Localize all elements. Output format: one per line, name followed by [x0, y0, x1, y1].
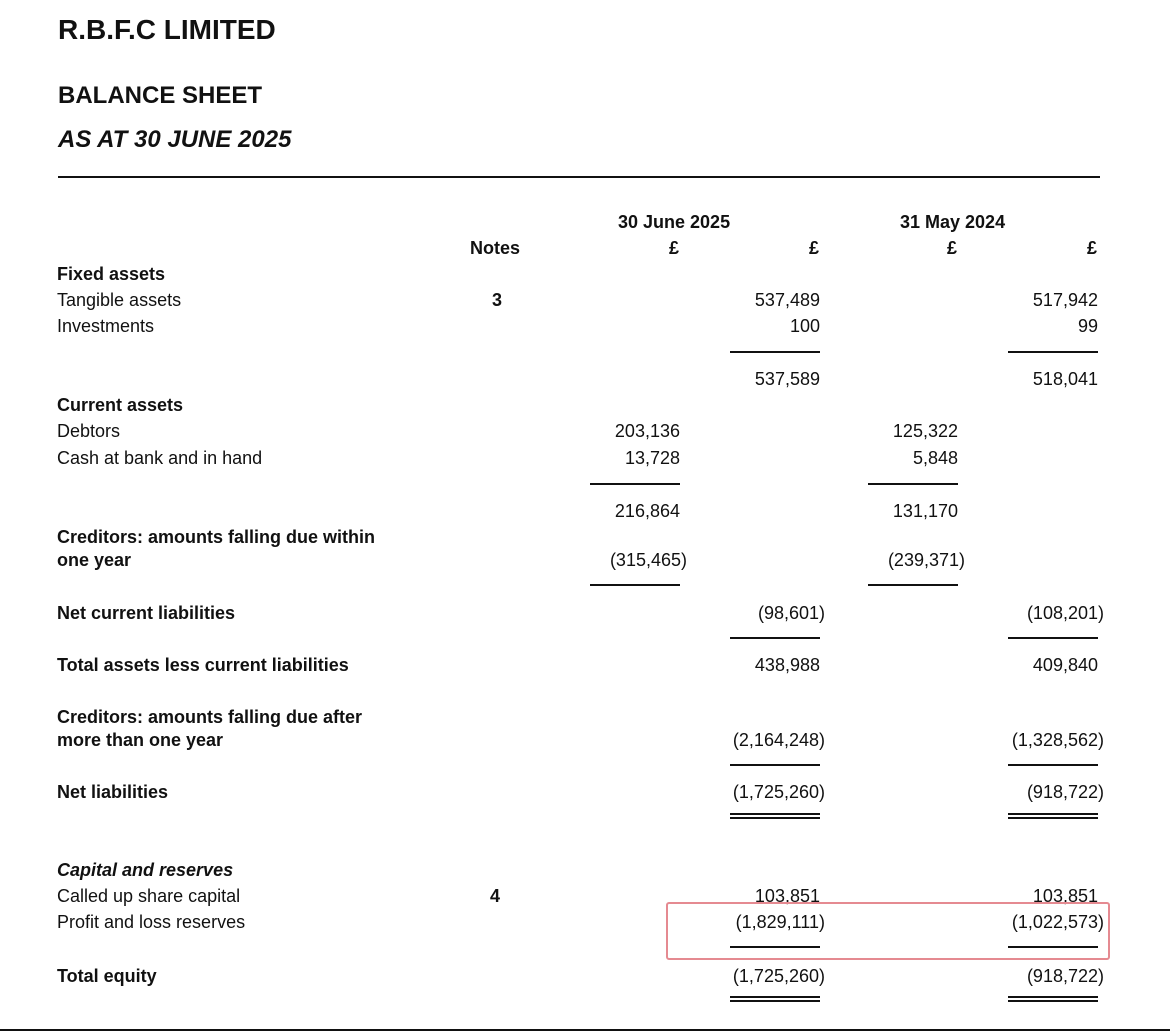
subtotal-rule	[730, 637, 820, 639]
currency-header: £	[1087, 238, 1098, 258]
header-divider	[58, 176, 1100, 178]
value-cell: (1,328,562)	[1011, 730, 1104, 750]
row-label: Creditors: amounts falling due after	[57, 707, 363, 727]
currency-header: £	[947, 238, 958, 258]
row-label: one year	[57, 550, 132, 570]
currency-header: £	[669, 238, 680, 258]
row-label: Called up share capital	[57, 886, 241, 906]
total-double-rule	[1008, 996, 1098, 1002]
value-cell: (918,722)	[1026, 782, 1104, 802]
row-label: Tangible assets	[57, 290, 182, 310]
value-cell: 131,170	[892, 501, 958, 521]
value-cell: 103,851	[1032, 886, 1098, 906]
highlight-box	[666, 902, 1110, 960]
value-cell: (918,722)	[1026, 966, 1104, 986]
subtotal-rule	[730, 764, 820, 766]
total-double-rule	[1008, 813, 1098, 819]
row-label: Net current liabilities	[57, 603, 236, 623]
period1-header: 30 June 2025	[618, 212, 731, 232]
row-label: more than one year	[57, 730, 224, 750]
value-cell: (2,164,248)	[732, 730, 825, 750]
period2-header: 31 May 2024	[900, 212, 1006, 232]
currency-header: £	[809, 238, 820, 258]
value-cell: (1,725,260)	[732, 782, 825, 802]
row-label: Debtors	[57, 421, 121, 441]
value-cell: (1,829,111)	[735, 912, 825, 932]
company-name: R.B.F.C LIMITED	[58, 14, 276, 45]
section-heading: Fixed assets	[57, 264, 166, 284]
value-cell: 99	[1077, 316, 1098, 336]
document-title: BALANCE SHEET	[58, 82, 263, 109]
value-cell: 13,728	[624, 448, 680, 468]
row-label: Cash at bank and in hand	[57, 448, 263, 468]
value-cell: 518,041	[1032, 369, 1098, 389]
document-subtitle: AS AT 30 JUNE 2025	[58, 126, 292, 153]
value-cell: (98,601)	[757, 603, 825, 623]
value-cell: (1,022,573)	[1011, 912, 1104, 932]
note-ref: 3	[492, 290, 503, 310]
value-cell: 100	[789, 316, 820, 336]
subtotal-rule	[868, 483, 958, 485]
value-cell: 103,851	[754, 886, 820, 906]
section-heading: Capital and reserves	[57, 860, 234, 880]
value-cell: 5,848	[912, 448, 958, 468]
section-heading: Current assets	[57, 395, 184, 415]
value-cell: 125,322	[892, 421, 958, 441]
row-label: Creditors: amounts falling due within	[57, 527, 376, 547]
value-cell: (315,465)	[609, 550, 687, 570]
value-cell: (108,201)	[1026, 603, 1104, 623]
row-label: Total assets less current liabilities	[57, 655, 349, 675]
subtotal-rule	[590, 483, 680, 485]
value-cell: 203,136	[614, 421, 680, 441]
row-label: Investments	[57, 316, 155, 336]
subtotal-rule	[730, 351, 820, 353]
row-label: Total equity	[57, 966, 157, 986]
page-bottom-rule	[0, 1029, 1170, 1031]
value-cell: 216,864	[614, 501, 680, 521]
subtotal-rule	[590, 584, 680, 586]
note-ref: 4	[490, 886, 501, 906]
value-cell: (239,371)	[887, 550, 965, 570]
subtotal-rule	[1008, 764, 1098, 766]
subtotal-rule	[868, 584, 958, 586]
value-cell: 409,840	[1032, 655, 1098, 675]
value-cell: 537,489	[754, 290, 820, 310]
notes-header: Notes	[470, 238, 521, 258]
value-cell: 517,942	[1032, 290, 1098, 310]
subtotal-rule	[1008, 351, 1098, 353]
value-cell: 537,589	[754, 369, 820, 389]
value-cell: 438,988	[754, 655, 820, 675]
row-label: Net liabilities	[57, 782, 169, 802]
value-cell: (1,725,260)	[732, 966, 825, 986]
subtotal-rule	[1008, 637, 1098, 639]
total-double-rule	[730, 996, 820, 1002]
row-label: Profit and loss reserves	[57, 912, 246, 932]
total-double-rule	[730, 813, 820, 819]
